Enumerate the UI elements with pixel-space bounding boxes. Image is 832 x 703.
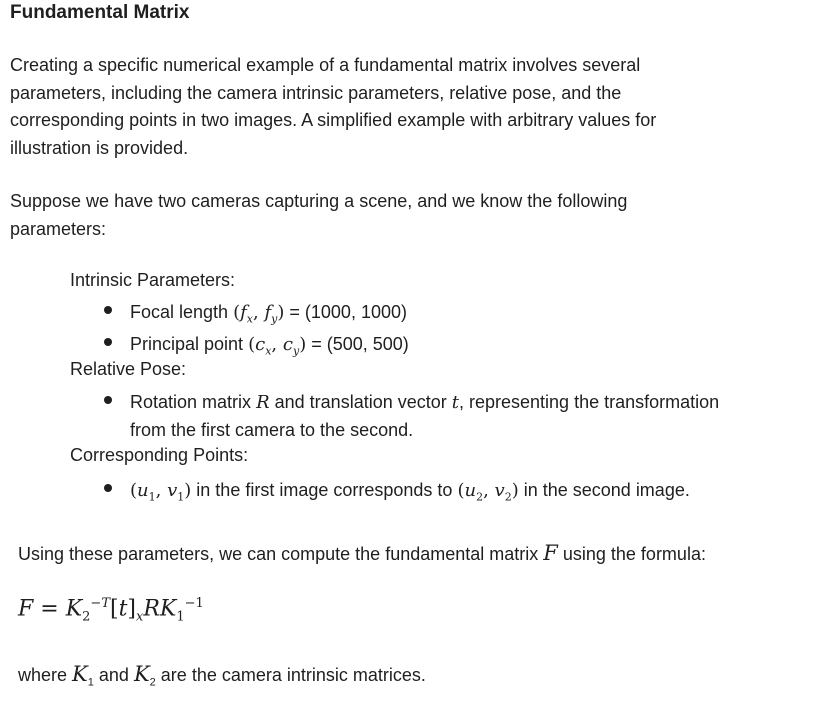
fundamental-matrix-formula: $F = K_2^{-T}[t]_xRK_1^{-1}$ bbox=[18, 596, 204, 625]
bullet-icon bbox=[104, 484, 112, 492]
page-title: Fundamental Matrix bbox=[10, 2, 190, 23]
where-paragraph: where $K_1$ and $K_2$ are the camera intrinsic matrices. bbox=[18, 662, 426, 689]
bullet-icon bbox=[104, 338, 112, 346]
corresponding-points-heading: Corresponding Points: bbox=[70, 445, 249, 465]
intrinsic-heading: Intrinsic Parameters: bbox=[70, 270, 236, 290]
bullet-icon bbox=[104, 396, 112, 404]
using-paragraph: Using these parameters, we can compute the fundamental matrix F using the formula: bbox=[18, 541, 706, 565]
suppose-paragraph: Suppose we have two cameras capturing a scene, and we know the following parameters: bbox=[10, 191, 628, 239]
bullet-icon bbox=[104, 306, 112, 314]
intro-paragraph: Creating a specific numerical example of a fundamental matrix involves several parameters, including the camera intrinsic parameters, relative pose, and the corresponding points in two images. A simplified example with arbitrary values for illustration is provided. bbox=[10, 55, 657, 158]
relative-pose-heading: Relative Pose: bbox=[70, 359, 187, 379]
